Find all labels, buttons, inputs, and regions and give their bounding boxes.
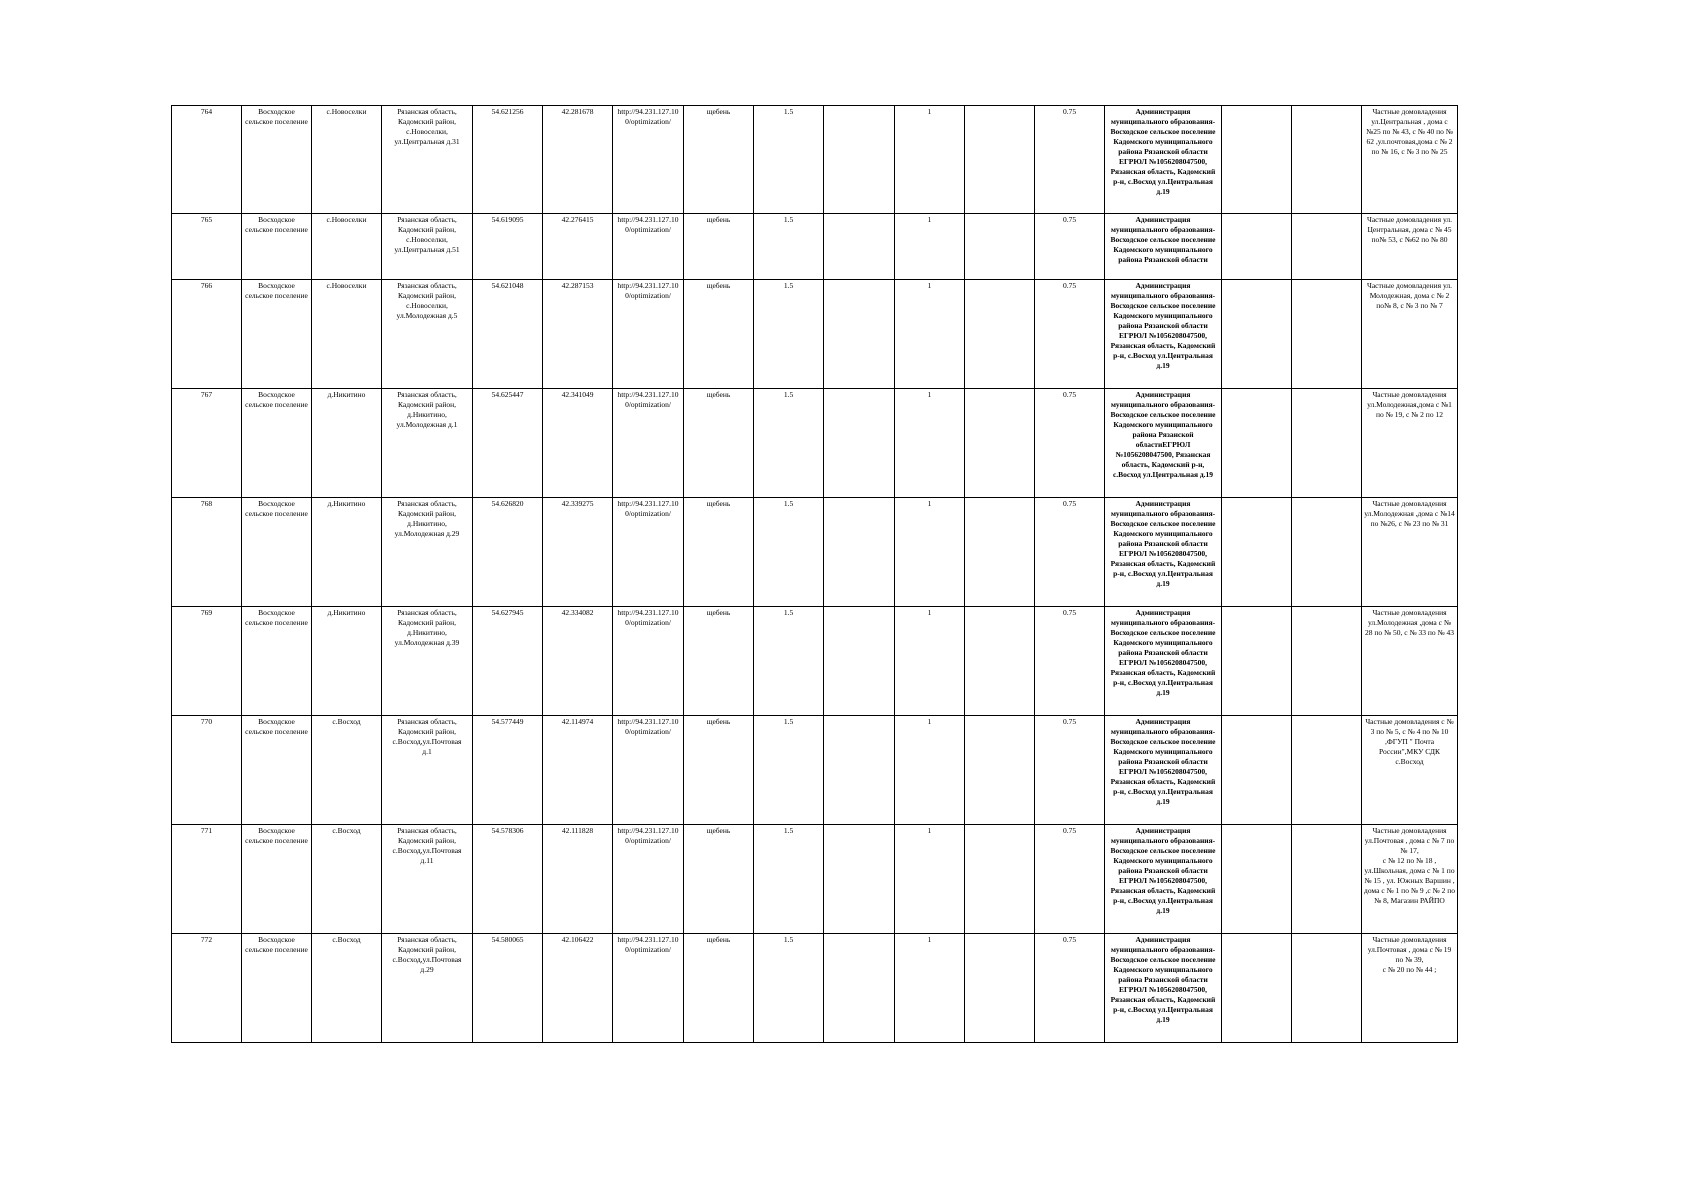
longitude-cell: 42.276415 <box>543 214 613 280</box>
waste-sources-cell: Частные домовладения ул.Молодежная ,дома с № 28 по № 50, с № 33 по № 43 <box>1362 607 1458 716</box>
url-cell: http://94.231.127.10 0/optimization/ <box>613 280 684 389</box>
longitude-cell: 42.341049 <box>543 389 613 498</box>
settlement-cell: Восходское сельское поселение <box>242 498 312 607</box>
locality-cell: с.Восход <box>312 934 382 1043</box>
row-number-cell: 770 <box>172 716 242 825</box>
empty-cell <box>1292 607 1362 716</box>
settlement-cell: Восходское сельское поселение <box>242 607 312 716</box>
volume-cell: 0.75 <box>1035 106 1105 214</box>
area-cell: 1.5 <box>754 280 824 389</box>
empty-cell <box>965 280 1035 389</box>
row-number-cell: 772 <box>172 934 242 1043</box>
empty-cell <box>824 389 895 498</box>
empty-cell <box>824 214 895 280</box>
address-cell: Рязанская область, Кадомский район, с.Восход,ул.Почтовая д.11 <box>382 825 473 934</box>
waste-sources-cell: Частные домовладения ул.Почтовая , дома с № 19 по № 39, с № 20 по № 44 ; <box>1362 934 1458 1043</box>
address-cell: Рязанская область, Кадомский район, с.Новоселки, ул.Центральная д.31 <box>382 106 473 214</box>
table-row <box>172 498 1458 607</box>
surface-cell: щебень <box>684 716 754 825</box>
settlement-cell: Восходское сельское поселение <box>242 106 312 214</box>
waste-sources-cell: Частные домовладения ул. Центральная, дома с № 45 по№ 53, с №62 по № 80 <box>1362 214 1458 280</box>
volume-cell: 0.75 <box>1035 716 1105 825</box>
table-row <box>172 389 1458 498</box>
table-row <box>172 214 1458 280</box>
owner-org-cell: Администрация муниципального образования-Восходское сельское поселение Кадомского муниципального района Рязанской области ЕГРЮЛ №1056208047500, Рязанская область, Кадомский р-н, с.Восход ул.Центральная д.19 <box>1105 106 1222 214</box>
count-cell: 1 <box>895 106 965 214</box>
longitude-cell: 42.287153 <box>543 280 613 389</box>
settlement-cell: Восходское сельское поселение <box>242 934 312 1043</box>
empty-cell <box>965 498 1035 607</box>
settlement-cell: Восходское сельское поселение <box>242 825 312 934</box>
table-row <box>172 934 1458 1043</box>
settlement-cell: Восходское сельское поселение <box>242 280 312 389</box>
longitude-cell: 42.339275 <box>543 498 613 607</box>
longitude-cell: 42.281678 <box>543 106 613 214</box>
table-body <box>172 106 1458 1043</box>
area-cell: 1.5 <box>754 716 824 825</box>
address-cell: Рязанская область, Кадомский район, с.Новоселки, ул.Центральная д.51 <box>382 214 473 280</box>
locality-cell: с.Новоселки <box>312 106 382 214</box>
empty-cell <box>1292 106 1362 214</box>
area-cell: 1.5 <box>754 934 824 1043</box>
empty-cell <box>965 106 1035 214</box>
table-row <box>172 280 1458 389</box>
empty-cell <box>1222 825 1292 934</box>
volume-cell: 0.75 <box>1035 280 1105 389</box>
volume-cell: 0.75 <box>1035 607 1105 716</box>
locality-cell: д.Никитино <box>312 607 382 716</box>
latitude-cell: 54.626820 <box>473 498 543 607</box>
area-cell: 1.5 <box>754 607 824 716</box>
count-cell: 1 <box>895 389 965 498</box>
owner-org-cell: Администрация муниципального образования-Восходское сельское поселение Кадомского муниципального района Рязанской областиЕГРЮЛ №1056208047500, Рязанская область, Кадомский р-н, с.Восход ул.Центральная д.19 <box>1105 389 1222 498</box>
table-row <box>172 825 1458 934</box>
empty-cell <box>1292 825 1362 934</box>
row-number-cell: 771 <box>172 825 242 934</box>
count-cell: 1 <box>895 825 965 934</box>
address-cell: Рязанская область, Кадомский район, д.Никитино, ул.Молодежная д.39 <box>382 607 473 716</box>
address-cell: Рязанская область, Кадомский район, с.Восход,ул.Почтовая д.29 <box>382 934 473 1043</box>
owner-org-cell: Администрация муниципального образования-Восходское сельское поселение Кадомского муниципального района Рязанской области ЕГРЮЛ №1056208047500, Рязанская область, Кадомский р-н, с.Восход ул.Центральная д.19 <box>1105 280 1222 389</box>
settlement-cell: Восходское сельское поселение <box>242 389 312 498</box>
empty-cell <box>824 934 895 1043</box>
area-cell: 1.5 <box>754 214 824 280</box>
empty-cell <box>1292 934 1362 1043</box>
longitude-cell: 42.111828 <box>543 825 613 934</box>
url-cell: http://94.231.127.10 0/optimization/ <box>613 214 684 280</box>
table-row <box>172 106 1458 214</box>
url-cell: http://94.231.127.10 0/optimization/ <box>613 825 684 934</box>
surface-cell: щебень <box>684 280 754 389</box>
table-row <box>172 716 1458 825</box>
latitude-cell: 54.627945 <box>473 607 543 716</box>
empty-cell <box>965 389 1035 498</box>
row-number-cell: 764 <box>172 106 242 214</box>
latitude-cell: 54.621256 <box>473 106 543 214</box>
empty-cell <box>824 280 895 389</box>
waste-sources-cell: Частные домовладения ул.Молодежная ,дома с №14 по №26, с № 23 по № 31 <box>1362 498 1458 607</box>
empty-cell <box>1222 607 1292 716</box>
empty-cell <box>824 106 895 214</box>
owner-org-cell: Администрация муниципального образования-Восходское сельское поселение Кадомского муниципального района Рязанской области ЕГРЮЛ №1056208047500, Рязанская область, Кадомский р-н, с.Восход ул.Центральная д.19 <box>1105 716 1222 825</box>
count-cell: 1 <box>895 716 965 825</box>
waste-sources-cell: Частные домовладения ул.Молодежная,дома с №1 по № 19, с № 2 по 12 <box>1362 389 1458 498</box>
area-cell: 1.5 <box>754 498 824 607</box>
registry-table <box>171 105 1458 1043</box>
address-cell: Рязанская область, Кадомский район, с.Новоселки, ул.Молодежная д.5 <box>382 280 473 389</box>
volume-cell: 0.75 <box>1035 498 1105 607</box>
row-number-cell: 768 <box>172 498 242 607</box>
waste-sources-cell: Частные домовладения ул.Центральная , дома с №25 по № 43, с № 40 по № 62 ,ул.почтовая,дома с № 2 по № 16, с № 3 по № 25 <box>1362 106 1458 214</box>
settlement-cell: Восходское сельское поселение <box>242 214 312 280</box>
empty-cell <box>1292 389 1362 498</box>
locality-cell: д.Никитино <box>312 389 382 498</box>
locality-cell: с.Новоселки <box>312 214 382 280</box>
waste-sources-cell: Частные домовладения ул.Почтовая , дома с № 7 по № 17, с № 12 по № 18 , ул.Школьная, дома с № 1 по № 15 , ул. Южных Варшин , дома с № 1 по № 9 ,с № 2 по № 8, Магазин РАЙПО <box>1362 825 1458 934</box>
row-number-cell: 769 <box>172 607 242 716</box>
latitude-cell: 54.625447 <box>473 389 543 498</box>
waste-sources-cell: Частные домовладения ул. Молодежная, дома с № 2 по№ 8, с № 3 по № 7 <box>1362 280 1458 389</box>
locality-cell: д.Никитино <box>312 498 382 607</box>
empty-cell <box>824 716 895 825</box>
latitude-cell: 54.621048 <box>473 280 543 389</box>
address-cell: Рязанская область, Кадомский район, с.Восход,ул.Почтовая д.1 <box>382 716 473 825</box>
empty-cell <box>1292 498 1362 607</box>
count-cell: 1 <box>895 607 965 716</box>
count-cell: 1 <box>895 214 965 280</box>
latitude-cell: 54.619095 <box>473 214 543 280</box>
empty-cell <box>1222 934 1292 1043</box>
row-number-cell: 767 <box>172 389 242 498</box>
empty-cell <box>965 825 1035 934</box>
empty-cell <box>965 934 1035 1043</box>
surface-cell: щебень <box>684 106 754 214</box>
owner-org-cell: Администрация муниципального образования-Восходское сельское поселение Кадомского муниципального района Рязанской области ЕГРЮЛ №1056208047500, Рязанская область, Кадомский р-н, с.Восход ул.Центральная д.19 <box>1105 607 1222 716</box>
empty-cell <box>1222 280 1292 389</box>
empty-cell <box>824 607 895 716</box>
count-cell: 1 <box>895 280 965 389</box>
area-cell: 1.5 <box>754 106 824 214</box>
volume-cell: 0.75 <box>1035 389 1105 498</box>
owner-org-cell: Администрация муниципального образования-Восходское сельское поселение Кадомского муниципального района Рязанской области ЕГРЮЛ №1056208047500, Рязанская область, Кадомский р-н, с.Восход ул.Центральная д.19 <box>1105 934 1222 1043</box>
longitude-cell: 42.106422 <box>543 934 613 1043</box>
empty-cell <box>1222 106 1292 214</box>
surface-cell: щебень <box>684 607 754 716</box>
empty-cell <box>1222 716 1292 825</box>
surface-cell: щебень <box>684 214 754 280</box>
count-cell: 1 <box>895 498 965 607</box>
surface-cell: щебень <box>684 389 754 498</box>
url-cell: http://94.231.127.10 0/optimization/ <box>613 934 684 1043</box>
locality-cell: с.Восход <box>312 716 382 825</box>
longitude-cell: 42.334082 <box>543 607 613 716</box>
area-cell: 1.5 <box>754 825 824 934</box>
empty-cell <box>1292 214 1362 280</box>
owner-org-cell: Администрация муниципального образования-Восходское сельское поселение Кадомского муниципального района Рязанской области ЕГРЮЛ №1056208047500, Рязанская область, Кадомский р-н, с.Восход ул.Центральная д.19 <box>1105 825 1222 934</box>
empty-cell <box>1222 389 1292 498</box>
locality-cell: с.Новоселки <box>312 280 382 389</box>
locality-cell: с.Восход <box>312 825 382 934</box>
volume-cell: 0.75 <box>1035 825 1105 934</box>
area-cell: 1.5 <box>754 389 824 498</box>
url-cell: http://94.231.127.10 0/optimization/ <box>613 106 684 214</box>
surface-cell: щебень <box>684 934 754 1043</box>
empty-cell <box>1222 498 1292 607</box>
empty-cell <box>965 716 1035 825</box>
row-number-cell: 765 <box>172 214 242 280</box>
surface-cell: щебень <box>684 825 754 934</box>
settlement-cell: Восходское сельское поселение <box>242 716 312 825</box>
address-cell: Рязанская область, Кадомский район, д.Никитино, ул.Молодежная д.1 <box>382 389 473 498</box>
empty-cell <box>1292 280 1362 389</box>
table-row <box>172 607 1458 716</box>
waste-sources-cell: Частные домовладения с № 3 по № 5, с № 4 по № 10 ,ФГУП " Почта России",МКУ СДК с.Восход <box>1362 716 1458 825</box>
owner-org-cell: Администрация муниципального образования-Восходское сельское поселение Кадомского муниципального района Рязанской области <box>1105 214 1222 280</box>
longitude-cell: 42.114974 <box>543 716 613 825</box>
empty-cell <box>1222 214 1292 280</box>
volume-cell: 0.75 <box>1035 934 1105 1043</box>
empty-cell <box>1292 716 1362 825</box>
url-cell: http://94.231.127.10 0/optimization/ <box>613 498 684 607</box>
row-number-cell: 766 <box>172 280 242 389</box>
empty-cell <box>965 214 1035 280</box>
count-cell: 1 <box>895 934 965 1043</box>
latitude-cell: 54.577449 <box>473 716 543 825</box>
empty-cell <box>824 498 895 607</box>
owner-org-cell: Администрация муниципального образования-Восходское сельское поселение Кадомского муниципального района Рязанской области ЕГРЮЛ №1056208047500, Рязанская область, Кадомский р-н, с.Восход ул.Центральная д.19 <box>1105 498 1222 607</box>
url-cell: http://94.231.127.10 0/optimization/ <box>613 716 684 825</box>
surface-cell: щебень <box>684 498 754 607</box>
url-cell: http://94.231.127.10 0/optimization/ <box>613 389 684 498</box>
latitude-cell: 54.578306 <box>473 825 543 934</box>
url-cell: http://94.231.127.10 0/optimization/ <box>613 607 684 716</box>
latitude-cell: 54.580065 <box>473 934 543 1043</box>
volume-cell: 0.75 <box>1035 214 1105 280</box>
address-cell: Рязанская область, Кадомский район, д.Никитино, ул.Молодежная д.29 <box>382 498 473 607</box>
empty-cell <box>824 825 895 934</box>
empty-cell <box>965 607 1035 716</box>
